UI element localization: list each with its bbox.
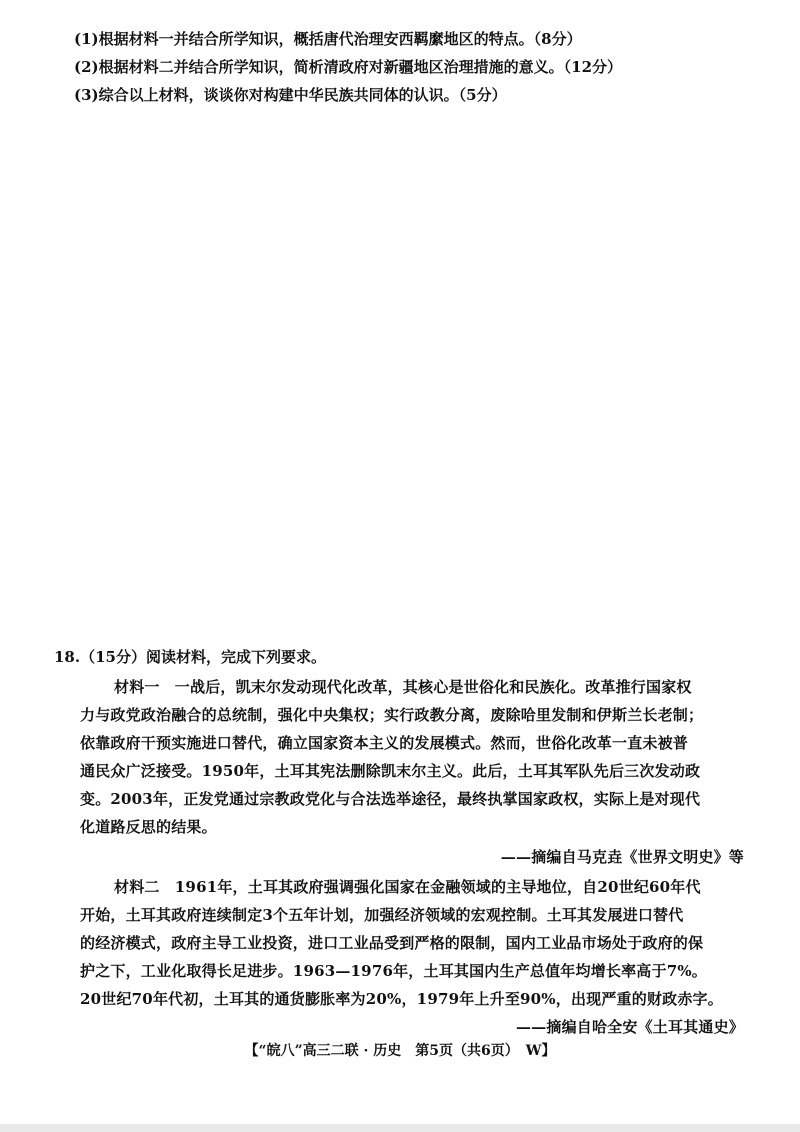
question-17-2: (2)根据材料二并结合所学知识，简析清政府对新疆地区治理措施的意义。（12分） <box>74 58 623 76</box>
material2-line: 的经济模式，政府主导工业投资，进口工业品受到严格的限制，国内工业品市场处于政府的保 <box>80 934 704 952</box>
material1-source: ——摘编自马克垚《世界文明史》等 <box>500 848 744 866</box>
material2-source: ——摘编自哈全安《土耳其通史》 <box>515 1018 744 1036</box>
material1-line: 变。2003年，正发党通过宗教政党化与合法选举途径，最终执掌国家政权，实际上是对现代 <box>80 790 701 808</box>
material1-line: 化道路反思的结果。 <box>80 818 217 836</box>
question-18-header: 18.（15分）阅读材料，完成下列要求。 <box>54 648 326 666</box>
material2-line: 开始，土耳其政府连续制定3个五年计划，加强经济领域的宏观控制。土耳其发展进口替代 <box>80 906 684 924</box>
material1-line: 材料一 一战后，凯末尔发动现代化改革，其核心是世俗化和民族化。改革推行国家权 <box>114 678 692 696</box>
material2-line: 护之下，工业化取得长足进步。1963—1976年，土耳其国内生产总值年均增长率高于7%。 <box>80 962 707 980</box>
bottom-edge <box>0 1124 800 1132</box>
question-17-3: (3)综合以上材料，谈谈你对构建中华民族共同体的认识。（5分） <box>74 86 507 104</box>
material1-line: 依靠政府干预实施进口替代，确立国家资本主义的发展模式。然而，世俗化改革一直未被普 <box>80 734 689 752</box>
material2-line: 20世纪70年代初，土耳其的通货膨胀率为20%，1979年上升至90%，出现严重的财政赤字。 <box>80 990 723 1008</box>
page-footer: 【“皖八”高三二联 · 历史 第5页（共6页） W】 <box>244 1043 556 1059</box>
material1-line: 力与政党政治融合的总统制，强化中央集权；实行政教分离，废除哈里发制和伊斯兰长老制； <box>80 706 704 724</box>
material2-line: 材料二 1961年，土耳其政府强调强化国家在金融领域的主导地位，自20世纪60年代 <box>114 878 701 896</box>
question-17-1: (1)根据材料一并结合所学知识，概括唐代治理安西羁縻地区的特点。（8分） <box>74 30 582 48</box>
material1-line: 通民众广泛接受。1950年，土耳其宪法删除凯末尔主义。此后，土耳其军队先后三次发动政 <box>80 762 701 780</box>
